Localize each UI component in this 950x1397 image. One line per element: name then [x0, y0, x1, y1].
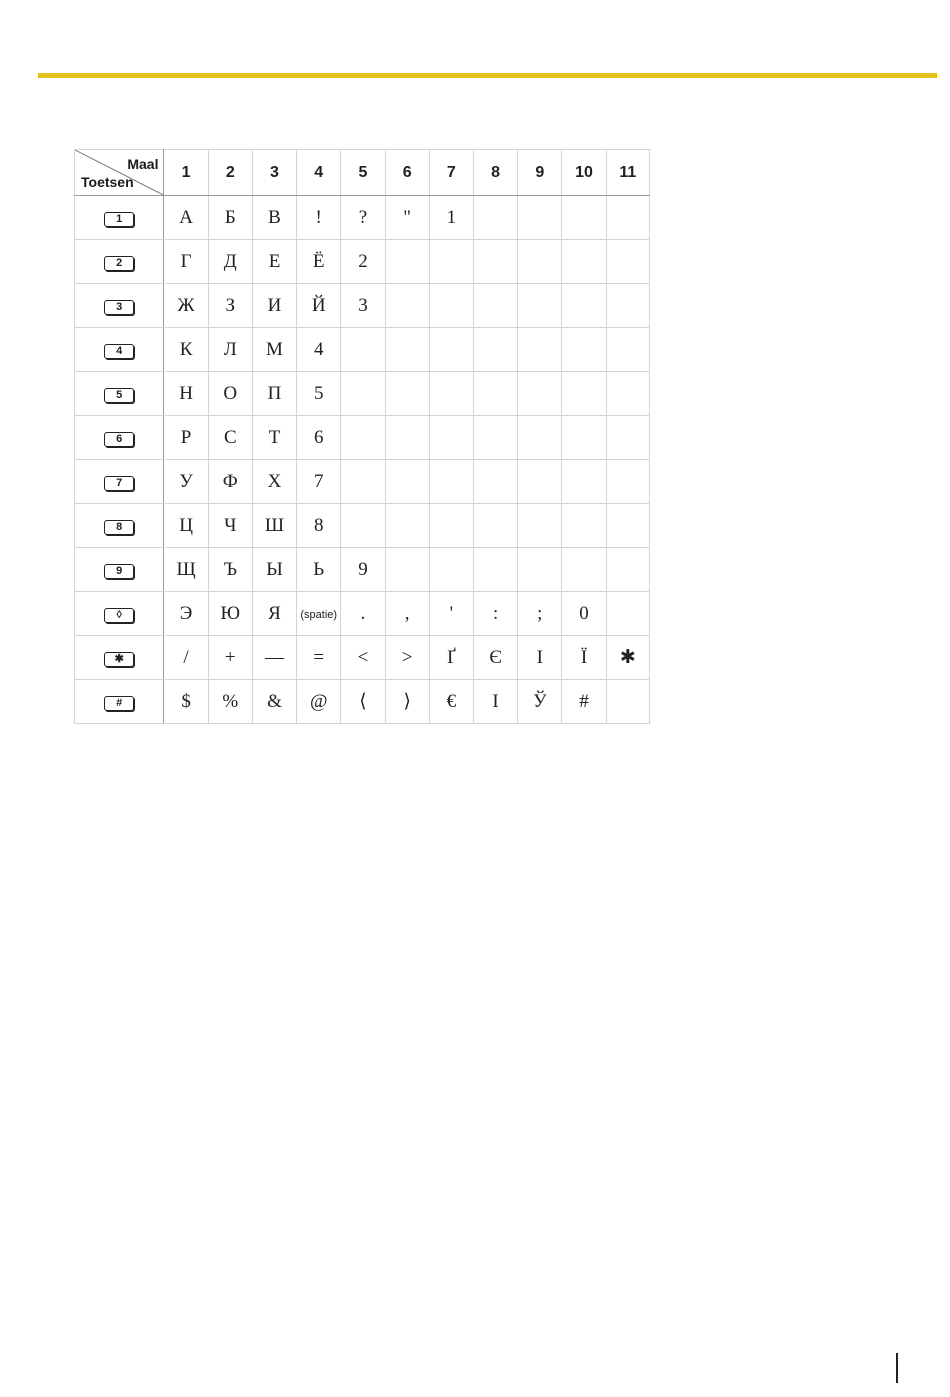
char-cell [473, 460, 517, 504]
char-cell [297, 284, 341, 328]
char-cell [297, 240, 341, 284]
character: С [223, 426, 237, 448]
character: Ф [222, 470, 238, 492]
char-cell [164, 196, 208, 240]
character: < [357, 646, 369, 668]
char-cell [252, 372, 296, 416]
char-cell [606, 460, 649, 504]
character: & [267, 690, 282, 712]
char-cell [208, 196, 252, 240]
keypad-key-icon: ◊ [104, 608, 134, 623]
char-cell [429, 548, 473, 592]
key-cell [75, 548, 164, 592]
character: ! [315, 206, 322, 228]
column-header: 6 [385, 150, 429, 196]
character: Ж [177, 294, 195, 316]
character: 5 [313, 382, 324, 404]
keypad-key-icon: # [104, 696, 134, 711]
char-cell [297, 504, 341, 548]
char-cell [297, 328, 341, 372]
char-cell [208, 416, 252, 460]
char-cell [297, 592, 341, 636]
char-cell [341, 196, 385, 240]
corner-label-times: Maal [127, 156, 159, 172]
character: У [179, 470, 193, 492]
character: Щ [176, 558, 196, 580]
char-cell [385, 548, 429, 592]
char-cell [341, 284, 385, 328]
column-header: 9 [518, 150, 562, 196]
char-cell [518, 680, 562, 724]
char-cell [341, 372, 385, 416]
character: Я [268, 602, 281, 624]
character: И [267, 294, 282, 316]
char-cell [562, 240, 606, 284]
char-cell [606, 372, 649, 416]
table-row [75, 460, 650, 504]
char-cell [164, 328, 208, 372]
char-cell [562, 680, 606, 724]
char-cell [562, 284, 606, 328]
corner-label-keys: Toetsen [81, 174, 134, 190]
char-cell [385, 416, 429, 460]
char-cell [518, 460, 562, 504]
character: # [579, 690, 589, 712]
char-cell [208, 504, 252, 548]
char-cell [429, 240, 473, 284]
char-cell [606, 636, 649, 680]
character: 8 [313, 514, 324, 536]
char-cell [518, 328, 562, 372]
char-cell [297, 636, 341, 680]
char-cell [208, 372, 252, 416]
char-cell [518, 284, 562, 328]
char-cell [341, 592, 385, 636]
char-cell [164, 680, 208, 724]
character: (spatie) [300, 608, 338, 621]
char-cell [473, 372, 517, 416]
character: @ [309, 690, 328, 712]
char-cell [429, 416, 473, 460]
char-cell [429, 504, 473, 548]
char-cell [297, 460, 341, 504]
key-cell [75, 460, 164, 504]
table-row [75, 328, 650, 372]
character: 3 [358, 294, 368, 316]
table-row [75, 416, 650, 460]
char-cell [385, 636, 429, 680]
keypad-key-icon: 4 [104, 344, 134, 359]
char-cell [606, 416, 649, 460]
character: > [401, 646, 413, 668]
char-cell [562, 460, 606, 504]
char-cell [518, 372, 562, 416]
char-cell [341, 240, 385, 284]
char-cell [164, 240, 208, 284]
char-cell [606, 284, 649, 328]
char-cell [429, 592, 473, 636]
char-cell [341, 328, 385, 372]
character: Е [268, 250, 281, 272]
char-cell [164, 460, 208, 504]
char-cell [473, 240, 517, 284]
keypad-key-icon: 3 [104, 300, 134, 315]
character: Ц [179, 514, 193, 536]
char-cell [606, 328, 649, 372]
character: К [179, 338, 193, 360]
char-cell [429, 372, 473, 416]
char-cell [385, 460, 429, 504]
char-cell [385, 284, 429, 328]
key-cell [75, 196, 164, 240]
table-row [75, 372, 650, 416]
char-cell [297, 416, 341, 460]
character: Ї [580, 646, 588, 668]
char-cell [252, 460, 296, 504]
character: 9 [358, 558, 368, 580]
character: $ [181, 690, 191, 712]
character: Х [267, 470, 282, 492]
character: Ґ [447, 646, 456, 668]
char-cell [385, 328, 429, 372]
char-cell [385, 240, 429, 284]
char-cell [606, 240, 649, 284]
character: / [183, 646, 189, 668]
char-cell [562, 504, 606, 548]
key-cell [75, 328, 164, 372]
char-cell [164, 636, 208, 680]
character: Э [179, 602, 193, 624]
character: . [360, 602, 366, 624]
table-row [75, 284, 650, 328]
character: Т [268, 426, 281, 448]
char-cell [429, 328, 473, 372]
char-cell [164, 504, 208, 548]
char-cell [164, 592, 208, 636]
char-cell [341, 680, 385, 724]
char-cell [518, 636, 562, 680]
char-cell [429, 680, 473, 724]
character: + [224, 646, 236, 668]
char-cell [252, 504, 296, 548]
character: 0 [579, 602, 589, 624]
char-cell [164, 416, 208, 460]
table-row [75, 636, 650, 680]
keypad-key-icon: ✱ [104, 652, 134, 667]
char-cell [473, 416, 517, 460]
character: 6 [313, 426, 324, 448]
key-cell [75, 284, 164, 328]
character: Д [223, 250, 237, 272]
char-cell [429, 460, 473, 504]
char-cell [473, 284, 517, 328]
char-cell [606, 592, 649, 636]
char-cell [562, 416, 606, 460]
char-cell [429, 196, 473, 240]
char-cell [385, 592, 429, 636]
char-cell [341, 416, 385, 460]
column-header: 5 [341, 150, 385, 196]
char-cell [341, 460, 385, 504]
character: І [536, 646, 543, 668]
character: П [267, 382, 282, 404]
key-cell [75, 680, 164, 724]
table-row [75, 592, 650, 636]
key-cell [75, 592, 164, 636]
character: : [492, 602, 499, 624]
character: В [268, 206, 281, 228]
character: М [266, 338, 283, 360]
char-cell [562, 592, 606, 636]
character: Й [311, 294, 326, 316]
character: Ю [220, 602, 241, 624]
char-cell [252, 240, 296, 284]
char-cell [518, 548, 562, 592]
char-cell [252, 328, 296, 372]
key-cell [75, 240, 164, 284]
character: З [225, 294, 236, 316]
column-header: 10 [562, 150, 606, 196]
char-cell [208, 548, 252, 592]
character: ✱ [619, 647, 636, 668]
char-cell [518, 240, 562, 284]
char-cell [385, 504, 429, 548]
header-row [75, 150, 650, 196]
character: Н [179, 382, 193, 404]
character: ⟨ [359, 691, 367, 712]
table-row [75, 196, 650, 240]
char-cell [473, 328, 517, 372]
column-header: 3 [252, 150, 296, 196]
key-cell [75, 416, 164, 460]
table-body [75, 196, 650, 724]
character: А [179, 206, 193, 228]
char-cell [473, 592, 517, 636]
character: I [492, 690, 499, 712]
character: Ў [533, 690, 547, 712]
char-cell [562, 196, 606, 240]
character: ; [537, 602, 543, 624]
key-cell [75, 636, 164, 680]
char-cell [385, 680, 429, 724]
character: Ч [224, 514, 237, 536]
character: 4 [313, 338, 324, 360]
char-cell [606, 504, 649, 548]
char-cell [164, 284, 208, 328]
char-cell [562, 328, 606, 372]
table-row [75, 680, 650, 724]
char-cell [208, 240, 252, 284]
char-cell [252, 284, 296, 328]
char-cell [208, 680, 252, 724]
char-cell [473, 196, 517, 240]
char-cell [208, 636, 252, 680]
char-cell [297, 680, 341, 724]
char-cell [252, 196, 296, 240]
key-cell [75, 372, 164, 416]
character: ' [449, 602, 454, 624]
char-cell [208, 460, 252, 504]
char-cell [164, 372, 208, 416]
character: Б [224, 206, 236, 228]
character: О [223, 382, 238, 404]
character: Ь [313, 558, 325, 580]
corner-cell [75, 150, 164, 196]
character: Ш [264, 514, 285, 536]
char-cell [562, 372, 606, 416]
character: , [404, 602, 410, 624]
char-cell [208, 328, 252, 372]
column-header: 2 [208, 150, 252, 196]
key-cell [75, 504, 164, 548]
char-cell [341, 548, 385, 592]
keypad-key-icon: 2 [104, 256, 134, 271]
char-cell [252, 636, 296, 680]
char-cell [562, 636, 606, 680]
char-cell [518, 416, 562, 460]
keypad-key-icon: 7 [104, 476, 134, 491]
character: Ъ [223, 558, 237, 580]
char-cell [164, 548, 208, 592]
character: 1 [446, 206, 457, 228]
character: Л [223, 338, 237, 360]
character: € [446, 690, 457, 712]
char-cell [473, 680, 517, 724]
page-marker [896, 1353, 898, 1383]
char-cell [208, 592, 252, 636]
char-cell [252, 416, 296, 460]
char-cell [208, 284, 252, 328]
char-cell [473, 548, 517, 592]
char-cell [606, 680, 649, 724]
char-cell [341, 636, 385, 680]
character: — [265, 646, 284, 668]
character: % [222, 690, 239, 712]
char-cell [429, 636, 473, 680]
char-cell [606, 196, 649, 240]
table-row [75, 240, 650, 284]
char-cell [385, 372, 429, 416]
char-cell [297, 372, 341, 416]
header-rule [38, 73, 937, 78]
character-table [74, 149, 650, 724]
char-cell [562, 548, 606, 592]
column-header: 7 [429, 150, 473, 196]
char-cell [297, 548, 341, 592]
table-row [75, 548, 650, 592]
char-cell [473, 504, 517, 548]
char-cell [518, 196, 562, 240]
keypad-key-icon: 5 [104, 388, 134, 403]
character: 7 [313, 470, 324, 492]
column-header: 4 [297, 150, 341, 196]
char-cell [518, 504, 562, 548]
keypad-key-icon: 1 [104, 212, 134, 227]
character: Р [180, 426, 192, 448]
char-cell [252, 680, 296, 724]
char-cell [606, 548, 649, 592]
keypad-key-icon: 9 [104, 564, 134, 579]
character: Ё [312, 250, 325, 272]
table-row [75, 504, 650, 548]
character: ? [358, 206, 368, 228]
character: 2 [358, 250, 368, 272]
char-cell [252, 548, 296, 592]
character: " [403, 206, 412, 228]
char-cell [341, 504, 385, 548]
column-header: 11 [606, 150, 649, 196]
column-header: 8 [473, 150, 517, 196]
keypad-key-icon: 6 [104, 432, 134, 447]
char-cell [429, 284, 473, 328]
char-cell [297, 196, 341, 240]
char-cell [252, 592, 296, 636]
column-header: 1 [164, 150, 208, 196]
character: Г [180, 250, 192, 272]
keypad-key-icon: 8 [104, 520, 134, 535]
char-cell [385, 196, 429, 240]
character: ⟩ [403, 691, 411, 712]
character: Ы [266, 558, 283, 580]
char-cell [518, 592, 562, 636]
character: = [313, 646, 325, 668]
character: Є [489, 646, 502, 668]
char-cell [473, 636, 517, 680]
